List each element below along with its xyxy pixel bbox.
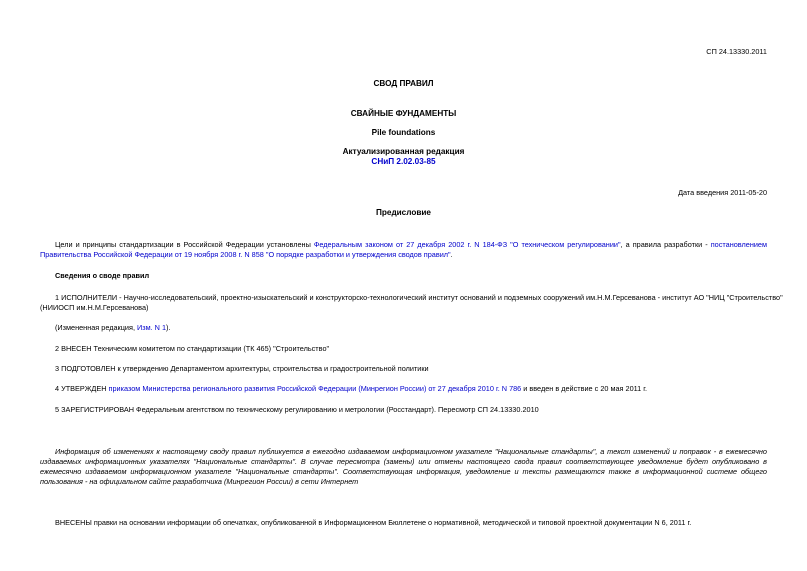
government-decree-link-part2[interactable]: Правительства Российской Федерации от 19 ноября 2008 г. N 858 "О порядке разработки и утверждения сводов правил": [40, 250, 451, 259]
item1-note-a: (Измененная редакция,: [55, 323, 138, 332]
item-4: [55, 384, 647, 393]
info-heading: Сведения о своде правил: [55, 271, 150, 280]
item4-text-a: 4 УТВЕРЖДЕН: [55, 384, 109, 393]
notice-line4: пользования - на официальном сайте разработчика (Минрегион России) в сети Интернет: [40, 477, 359, 486]
item-5: 5 ЗАРЕГИСТРИРОВАН Федеральным агентством по техническому регулированию и метрологии (Росстандарт). Пересмотр СП 24.13330.2010: [55, 405, 539, 414]
document-code: СП 24.13330.2011: [706, 47, 767, 56]
doc-title: СВАЙНЫЕ ФУНДАМЕНТЫ: [350, 109, 457, 118]
item-1-line2: (НИИОСП им.Н.М.Герсеванова): [40, 303, 149, 312]
errata-note: ВНЕСЕНЫ правки на основании информации об опечатках, опубликованной в Информационном Бюллетене о нормативной, методической и типовой проектной документации N 6, 2011 г.: [55, 518, 692, 527]
item-2: 2 ВНЕСЕН Техническим комитетом по стандартизации (ТК 465) "Строительство": [55, 344, 330, 353]
notice-line1: Информация об изменениях к настоящему своду правил публикуется в ежегодно издаваемом информационном указателе "Национальные стандарты", а текст изменений и поправок - в ежемесячно: [55, 447, 767, 456]
preface-paragraph-line2: [40, 250, 453, 259]
government-decree-link-part1[interactable]: постановлением: [710, 240, 768, 249]
doc-edition: Актуализированная редакция: [342, 147, 465, 156]
notice-line3: ежемесячно издаваемом информационном указателе "Национальные стандарты". Соответствующая информация, уведомление и тексты размещаются также в информационной системе общего: [40, 467, 767, 476]
p1-text-c: .: [450, 250, 453, 259]
item-3: 3 ПОДГОТОВЛЕН к утверждению Департаментом архитектуры, строительства и градостроительной политики: [55, 364, 429, 373]
doc-title-en: Pile foundations: [371, 128, 436, 137]
intro-date: Дата введения 2011-05-20: [678, 188, 767, 197]
p1-text-a: Цели и принципы стандартизации в Российской Федерации установлены: [55, 240, 314, 249]
preface-paragraph-line1: [55, 240, 767, 249]
doc-kind: СВОД ПРАВИЛ: [373, 79, 434, 88]
item-1-line1: 1 ИСПОЛНИТЕЛИ - Научно-исследовательский, проектно-изыскательский и конструкторско-технологический институт оснований и подземных сооружений им.Н.М.Герсеванова - институт АО "НИЦ "Строительство": [55, 293, 783, 302]
item-1-note: [55, 323, 171, 332]
ministry-order-link[interactable]: приказом Министерства регионального развития Российской Федерации (Минрегион России) от 27 декабря 2010 г. N 786: [108, 384, 522, 393]
item4-text-b: и введен в действие с 20 мая 2011 г.: [521, 384, 648, 393]
snip-link[interactable]: СНиП 2.02.03-85: [371, 157, 436, 166]
p1-text-b: , а правила разработки -: [620, 240, 711, 249]
federal-law-link[interactable]: Федеральным законом от 27 декабря 2002 г. N 184-ФЗ "О техническом регулировании": [313, 240, 621, 249]
amendment-1-link[interactable]: Изм. N 1: [137, 323, 167, 332]
notice-line2: издаваемых информационных указателях "Национальные стандарты". В случае пересмотра (замены) или отмены настоящего свода правил соответствующее уведомление будет опубликовано в: [40, 457, 767, 466]
item1-note-b: ).: [166, 323, 171, 332]
preface-heading: Предисловие: [376, 208, 431, 217]
